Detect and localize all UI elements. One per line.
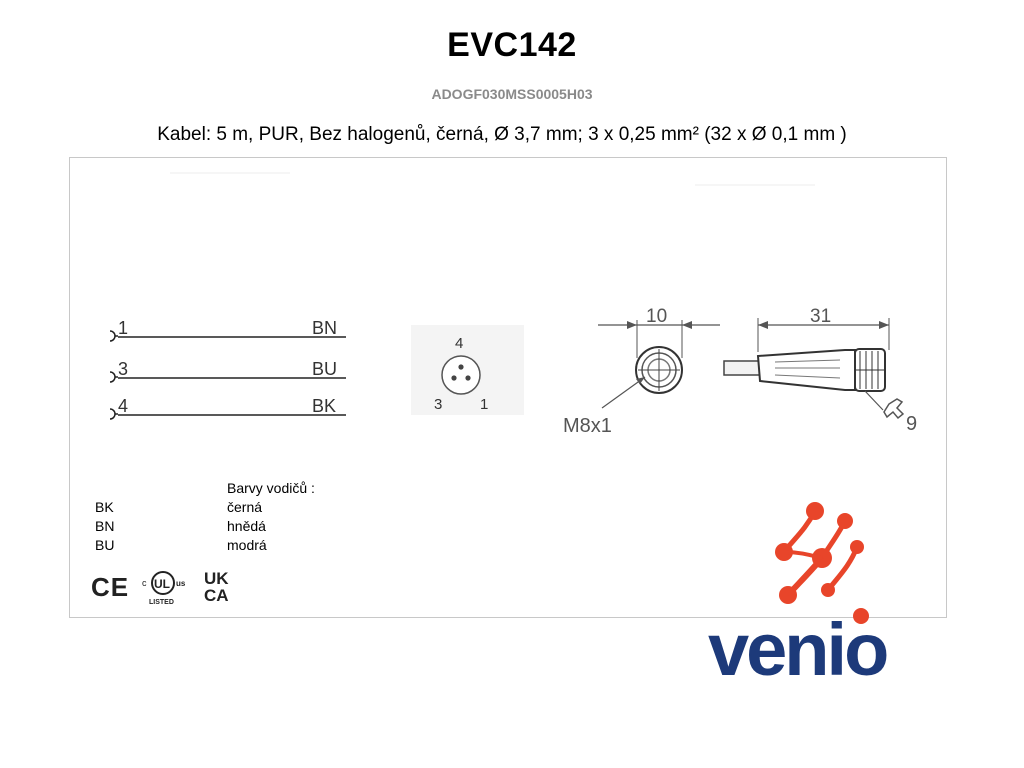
terminal-icon — [110, 372, 115, 382]
svg-text:UK: UK — [204, 569, 229, 588]
ukca-mark-icon — [204, 569, 229, 605]
pin-dot — [451, 375, 456, 380]
svg-text:CA: CA — [204, 586, 229, 605]
svg-text:CE: CE — [91, 572, 130, 602]
wire-color-code: BU — [312, 359, 338, 379]
pin-label-top: 4 — [455, 335, 464, 352]
connector-front-view — [563, 306, 720, 437]
wire-pin: 3 — [118, 359, 129, 379]
article-code: ADOGF030MSS0005H03 — [431, 86, 593, 102]
wiring-diagram — [110, 318, 346, 419]
wire-color-code: BK — [312, 396, 337, 416]
terminal-icon — [110, 331, 115, 341]
wire-color-code: BN — [312, 318, 338, 338]
legend-abbr: BN — [95, 518, 115, 534]
wrench-size: 9 — [906, 413, 918, 435]
pinout-diagram — [411, 325, 524, 415]
legend-title: Barvy vodičů : — [227, 480, 315, 496]
connector-face-icon — [442, 356, 480, 394]
pin-label-left: 3 — [434, 396, 443, 413]
legend-color-name: modrá — [227, 537, 267, 553]
wire-pin: 4 — [118, 396, 129, 416]
wire-1 — [110, 318, 346, 341]
svg-text:LISTED: LISTED — [149, 599, 174, 606]
diameter-dimension: 10 — [646, 306, 668, 327]
connector-body-icon — [758, 350, 855, 390]
length-dimension: 31 — [810, 306, 832, 327]
cable-icon — [724, 361, 760, 375]
pin-label-right: 1 — [480, 396, 489, 413]
wire-3 — [110, 359, 346, 382]
ce-mark-icon — [91, 572, 129, 602]
cable-description: Kabel: 5 m, PUR, Bez halogenů, černá, Ø 3,7 mm; 3 x 0,25 mm² (32 x Ø 0,1 mm ) — [157, 124, 847, 145]
legend-color-name: hnědá — [227, 518, 266, 534]
ul-listed-mark-icon — [142, 572, 186, 606]
leader-line — [865, 391, 883, 410]
logo-wordmark: venio — [708, 608, 887, 691]
wire-4 — [110, 396, 346, 419]
pin-dot — [465, 375, 470, 380]
pin-dot — [458, 364, 463, 369]
legend-abbr: BK — [95, 499, 114, 515]
legend-color-name: černá — [227, 499, 263, 515]
wire-pin: 1 — [118, 318, 129, 338]
legend-abbr: BU — [95, 537, 115, 553]
terminal-icon — [110, 409, 115, 419]
svg-text:us: us — [176, 579, 186, 588]
wrench-icon — [884, 399, 903, 418]
svg-text:UL: UL — [154, 577, 170, 591]
venio-logo — [708, 502, 887, 691]
connector-side-view — [724, 306, 917, 435]
svg-text:c: c — [142, 578, 147, 588]
product-title: EVC142 — [447, 26, 577, 64]
logo-molecule-icon — [775, 502, 869, 624]
thread-label: M8x1 — [563, 415, 612, 437]
